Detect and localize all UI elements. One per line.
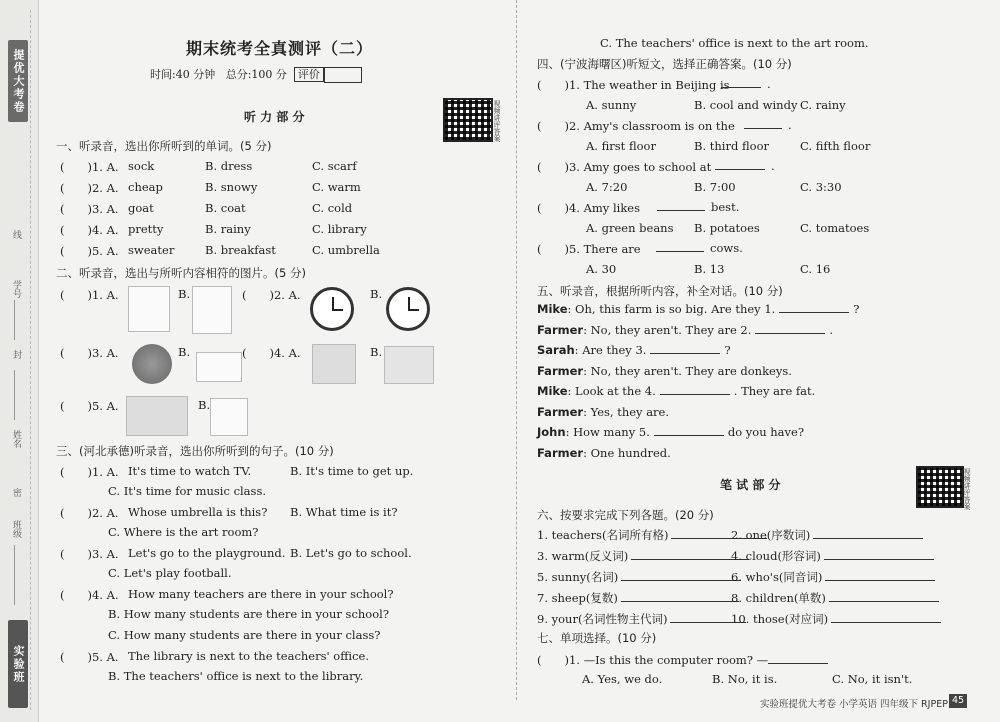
- s2-label-5b: B.: [198, 398, 211, 412]
- s2-label-3a: ( )3. A.: [60, 346, 119, 360]
- s6-item: [537, 548, 749, 564]
- boy-picture-icon: [128, 286, 170, 332]
- dialogue-text: : One hundred.: [583, 445, 671, 460]
- s3-option-a: Let's go to the playground.: [128, 546, 286, 560]
- s4-option-b: B. cool and windy: [694, 98, 798, 112]
- s4-question-end: best.: [711, 200, 740, 214]
- writing-heading: 笔 试 部 分: [720, 478, 781, 492]
- s6-item-prompt: 2. one(序数词): [731, 528, 811, 542]
- brand-logo-top: 提优大考卷: [8, 40, 28, 122]
- dialogue-text: : How many 5.: [565, 425, 650, 439]
- page-title: 期末统考全真测评（二）: [186, 39, 374, 58]
- s3-q-number: ( )2. A.: [60, 506, 119, 520]
- track-picture-icon: [384, 346, 434, 384]
- dialogue-text: : Yes, they are.: [583, 404, 670, 419]
- answer-blank[interactable]: [621, 601, 739, 602]
- s4-option-a: A. green beans: [586, 221, 674, 235]
- qr-label-2: 视频讲评答案: [963, 468, 971, 510]
- s6-item: [731, 548, 934, 564]
- name-field-line[interactable]: [14, 370, 15, 420]
- section-6-title: 六、按要求完成下列各题。(20 分): [537, 508, 714, 522]
- s3-q5-option-c: C. The teachers' office is next to the art room.: [600, 36, 869, 50]
- s6-item: [731, 611, 941, 627]
- rating-box[interactable]: [324, 67, 362, 83]
- s1-q-number: ( )1. A.: [60, 160, 119, 174]
- dialogue-text-end: .: [829, 322, 834, 337]
- listening-heading: 听 力 部 分: [244, 110, 305, 124]
- s6-item-prompt: 4. cloud(形容词): [731, 549, 821, 563]
- s2-label-3b: B.: [178, 345, 191, 359]
- seal-line-label: 线: [11, 230, 21, 239]
- answer-blank[interactable]: [825, 580, 935, 581]
- s3-option-b: B. The teachers' office is next to the library.: [108, 669, 364, 683]
- page-number: 45: [949, 694, 967, 708]
- dialogue-text: : Oh, this farm is so big. Are they 1.: [567, 302, 776, 316]
- speaker-name: Mike: [537, 384, 568, 398]
- s6-item-prompt: 6. who's(同音词): [731, 570, 823, 584]
- s4-question-end: cows.: [710, 241, 743, 255]
- s3-option-b: B. Let's go to school.: [290, 546, 412, 560]
- s3-option-a: How many teachers are there in your school?: [128, 587, 394, 601]
- s3-q-number: ( )5. A.: [60, 650, 119, 664]
- brand-logo-bottom: 实验班: [8, 620, 28, 708]
- answer-blank[interactable]: [768, 663, 828, 664]
- s6-item-prompt: 3. warm(反义词): [537, 549, 629, 563]
- answer-blank[interactable]: [831, 622, 941, 623]
- s7-q1-option-c: C. No, it isn't.: [832, 672, 913, 686]
- s4-option-c: C. fifth floor: [800, 139, 871, 153]
- s1-q-number: ( )3. A.: [60, 202, 119, 216]
- s1-option-b: B. breakfast: [205, 243, 276, 257]
- s6-item-prompt: 1. teachers(名词所有格): [537, 528, 669, 542]
- s6-item: [537, 590, 739, 606]
- answer-blank[interactable]: [657, 210, 705, 211]
- dialogue-line: [537, 302, 859, 316]
- answer-blank[interactable]: [715, 169, 765, 170]
- speaker-name: John: [537, 425, 566, 439]
- footer-text: 实验班提优大考卷 小学英语 四年级下 RJPEP: [760, 699, 948, 710]
- dialogue-line: [537, 364, 792, 378]
- qr-code-icon[interactable]: [443, 98, 493, 142]
- s1-option-c: C. scarf: [312, 159, 357, 173]
- answer-blank[interactable]: [654, 435, 724, 436]
- s4-option-b: B. 13: [694, 262, 725, 276]
- dialogue-line: [537, 323, 833, 337]
- seal-mi-label: 密: [11, 488, 21, 497]
- s3-q-number: ( )1. A.: [60, 465, 119, 479]
- binding-strip: [0, 0, 39, 722]
- s7-q1-option-b: B. No, it is.: [712, 672, 778, 686]
- weather-picture-icon: [196, 352, 242, 382]
- s4-option-a: A. 30: [586, 262, 617, 276]
- answer-blank[interactable]: [824, 559, 934, 560]
- answer-blank[interactable]: [721, 87, 761, 88]
- s1-option-c: C. library: [312, 222, 367, 236]
- qr-code-icon[interactable]: [916, 466, 964, 508]
- seal-feng-label: 封: [11, 350, 21, 359]
- section-4-title: 四、(宁波海曙区)听短文，选择正确答案。(10 分): [537, 57, 792, 71]
- s4-question: ( )5. There are: [537, 242, 641, 256]
- section-5-title: 五、听录音，根据所听内容，补全对话。(10 分): [537, 284, 783, 298]
- answer-blank[interactable]: [656, 251, 704, 252]
- section-3-title: 三、(河北承德)听录音，选出你所听到的句子。(10 分): [56, 444, 334, 458]
- dialogue-text-end: ?: [853, 302, 860, 316]
- s1-option-b: B. rainy: [205, 222, 251, 236]
- s6-item: [537, 569, 741, 585]
- s6-item: [731, 569, 935, 585]
- answer-blank[interactable]: [744, 128, 782, 129]
- s4-option-b: B. potatoes: [694, 221, 760, 235]
- speaker-name: Farmer: [537, 404, 584, 419]
- dialogue-line: [537, 384, 815, 398]
- s2-label-4a: ( )4. A.: [242, 346, 301, 360]
- rating-label: 评价: [294, 67, 324, 82]
- s1-option-a: goat: [128, 201, 154, 215]
- s1-option-b: B. snowy: [205, 180, 258, 194]
- s1-q-number: ( )2. A.: [60, 181, 119, 195]
- s6-item-prompt: 7. sheep(复数): [537, 591, 618, 605]
- s4-option-c: C. tomatoes: [800, 221, 870, 235]
- s4-question-end: .: [767, 77, 771, 91]
- s1-option-a: sock: [128, 159, 155, 173]
- dialogue-line: [537, 446, 671, 460]
- s1-q-number: ( )5. A.: [60, 244, 119, 258]
- s7-q1-option-a: A. Yes, we do.: [582, 672, 663, 686]
- s6-item-prompt: 5. sunny(名词): [537, 570, 619, 584]
- s1-option-c: C. umbrella: [312, 243, 380, 257]
- answer-blank[interactable]: [813, 538, 923, 539]
- s4-option-c: C. 3:30: [800, 180, 842, 194]
- s4-question: ( )3. Amy goes to school at: [537, 160, 712, 174]
- s4-option-a: A. 7:20: [586, 180, 628, 194]
- answer-blank[interactable]: [660, 394, 730, 395]
- dialogue-text: : No, they aren't. They are 2.: [583, 322, 752, 337]
- s7-q1-text: ( )1. —Is this the computer room? —: [537, 653, 769, 667]
- s1-option-b: B. coat: [205, 201, 246, 215]
- s4-question-end: .: [788, 118, 792, 132]
- name-label: 姓名: [11, 430, 21, 448]
- s6-item-prompt: 8. children(单数): [731, 591, 826, 605]
- total-score: 总分:100 分: [225, 68, 287, 81]
- s2-label-2a: ( )2. A.: [242, 288, 301, 302]
- dialogue-text: : Look at the 4.: [567, 384, 656, 398]
- s3-q-number: ( )4. A.: [60, 588, 119, 602]
- s4-question-end: .: [771, 159, 775, 173]
- s7-q1: [537, 652, 828, 668]
- s3-option-b: B. It's time to get up.: [290, 464, 414, 478]
- s2-label-4b: B.: [370, 345, 383, 359]
- s1-option-a: cheap: [128, 180, 163, 194]
- s3-option-b: B. What time is it?: [290, 505, 398, 519]
- s6-item-prompt: 10. those(对应词): [731, 612, 829, 626]
- page-divider: [516, 0, 517, 700]
- s4-option-c: C. rainy: [800, 98, 846, 112]
- dialogue-line: [537, 405, 669, 419]
- s3-option-c: C. Where is the art room?: [108, 525, 259, 539]
- answer-blank[interactable]: [755, 333, 825, 334]
- s4-option-c: C. 16: [800, 262, 831, 276]
- s3-option-a: The library is next to the teachers' office.: [128, 649, 369, 663]
- answer-blank[interactable]: [650, 353, 720, 354]
- dialogue-text: : Are they 3.: [574, 343, 647, 357]
- s1-option-a: pretty: [128, 222, 164, 236]
- answer-blank[interactable]: [829, 601, 939, 602]
- answer-blank[interactable]: [779, 312, 849, 313]
- speaker-name: Farmer: [537, 445, 584, 460]
- speaker-name: Mike: [537, 302, 568, 316]
- class-label: 班级: [11, 520, 21, 538]
- speaker-name: Farmer: [537, 363, 584, 378]
- cut-line: [30, 10, 31, 710]
- s2-label-2b: B.: [370, 287, 383, 301]
- class-field-line[interactable]: [14, 545, 15, 605]
- girl-picture-icon: [192, 286, 232, 334]
- s1-option-b: B. dress: [205, 159, 253, 173]
- clock-icon: [310, 287, 354, 331]
- dialogue-text-end: do you have?: [727, 425, 804, 439]
- exam-meta: [150, 66, 362, 83]
- dialogue-text-end: . They are fat.: [733, 384, 816, 398]
- s3-option-c: C. It's time for music class.: [108, 484, 267, 498]
- s6-item: [731, 527, 923, 543]
- s4-question: ( )4. Amy likes: [537, 201, 640, 215]
- section-1-title: 一、听录音，选出你所听到的单词。(5 分): [56, 139, 272, 153]
- sun-icon: [132, 344, 172, 384]
- dialogue-text-end: ?: [724, 343, 731, 357]
- s3-option-c: C. Let's play football.: [108, 566, 232, 580]
- s3-q-number: ( )3. A.: [60, 547, 119, 561]
- s6-item: [537, 611, 746, 627]
- s1-option-c: C. cold: [312, 201, 353, 215]
- dialogue-line: [537, 425, 804, 439]
- id-label: 学号: [11, 280, 21, 298]
- speaker-name: Farmer: [537, 322, 584, 337]
- s4-option-b: B. third floor: [694, 139, 769, 153]
- speaker-name: Sarah: [537, 343, 575, 357]
- s2-label-1b: B.: [178, 287, 191, 301]
- s3-option-a: It's time to watch TV.: [128, 464, 252, 478]
- qr-label: 视频讲评答案: [493, 100, 501, 142]
- section-2-title: 二、听录音，选出与所听内容相符的图片。(5 分): [56, 266, 306, 280]
- s4-question: ( )2. Amy's classroom is on the: [537, 119, 735, 133]
- s6-item-prompt: 9. your(名词性物主代词): [537, 612, 668, 626]
- s1-option-a: sweater: [128, 243, 175, 257]
- building-picture-icon: [312, 344, 356, 384]
- s1-option-c: C. warm: [312, 180, 361, 194]
- s6-item: [731, 590, 939, 606]
- s4-option-a: A. first floor: [586, 139, 656, 153]
- answer-blank[interactable]: [621, 580, 741, 581]
- dialogue-line: [537, 343, 731, 357]
- time-limit: 时间:40 分钟: [150, 68, 216, 81]
- id-field-line[interactable]: [14, 300, 15, 340]
- s4-option-b: B. 7:00: [694, 180, 736, 194]
- s2-label-1a: ( )1. A.: [60, 288, 119, 302]
- s3-option-b: B. How many students are there in your school?: [108, 607, 389, 621]
- section-7-title: 七、单项选择。(10 分): [537, 631, 657, 645]
- s3-option-c: C. How many students are there in your class?: [108, 628, 381, 642]
- s4-question: ( )1. The weather in Beijing is: [537, 78, 730, 92]
- s4-option-a: A. sunny: [586, 98, 637, 112]
- s1-q-number: ( )4. A.: [60, 223, 119, 237]
- football-player-icon: [210, 398, 248, 436]
- classroom-picture-icon: [126, 396, 188, 436]
- s3-option-a: Whose umbrella is this?: [128, 505, 268, 519]
- clock-icon: [386, 287, 430, 331]
- dialogue-text: : No, they aren't. They are donkeys.: [583, 363, 792, 378]
- s2-label-5a: ( )5. A.: [60, 399, 119, 413]
